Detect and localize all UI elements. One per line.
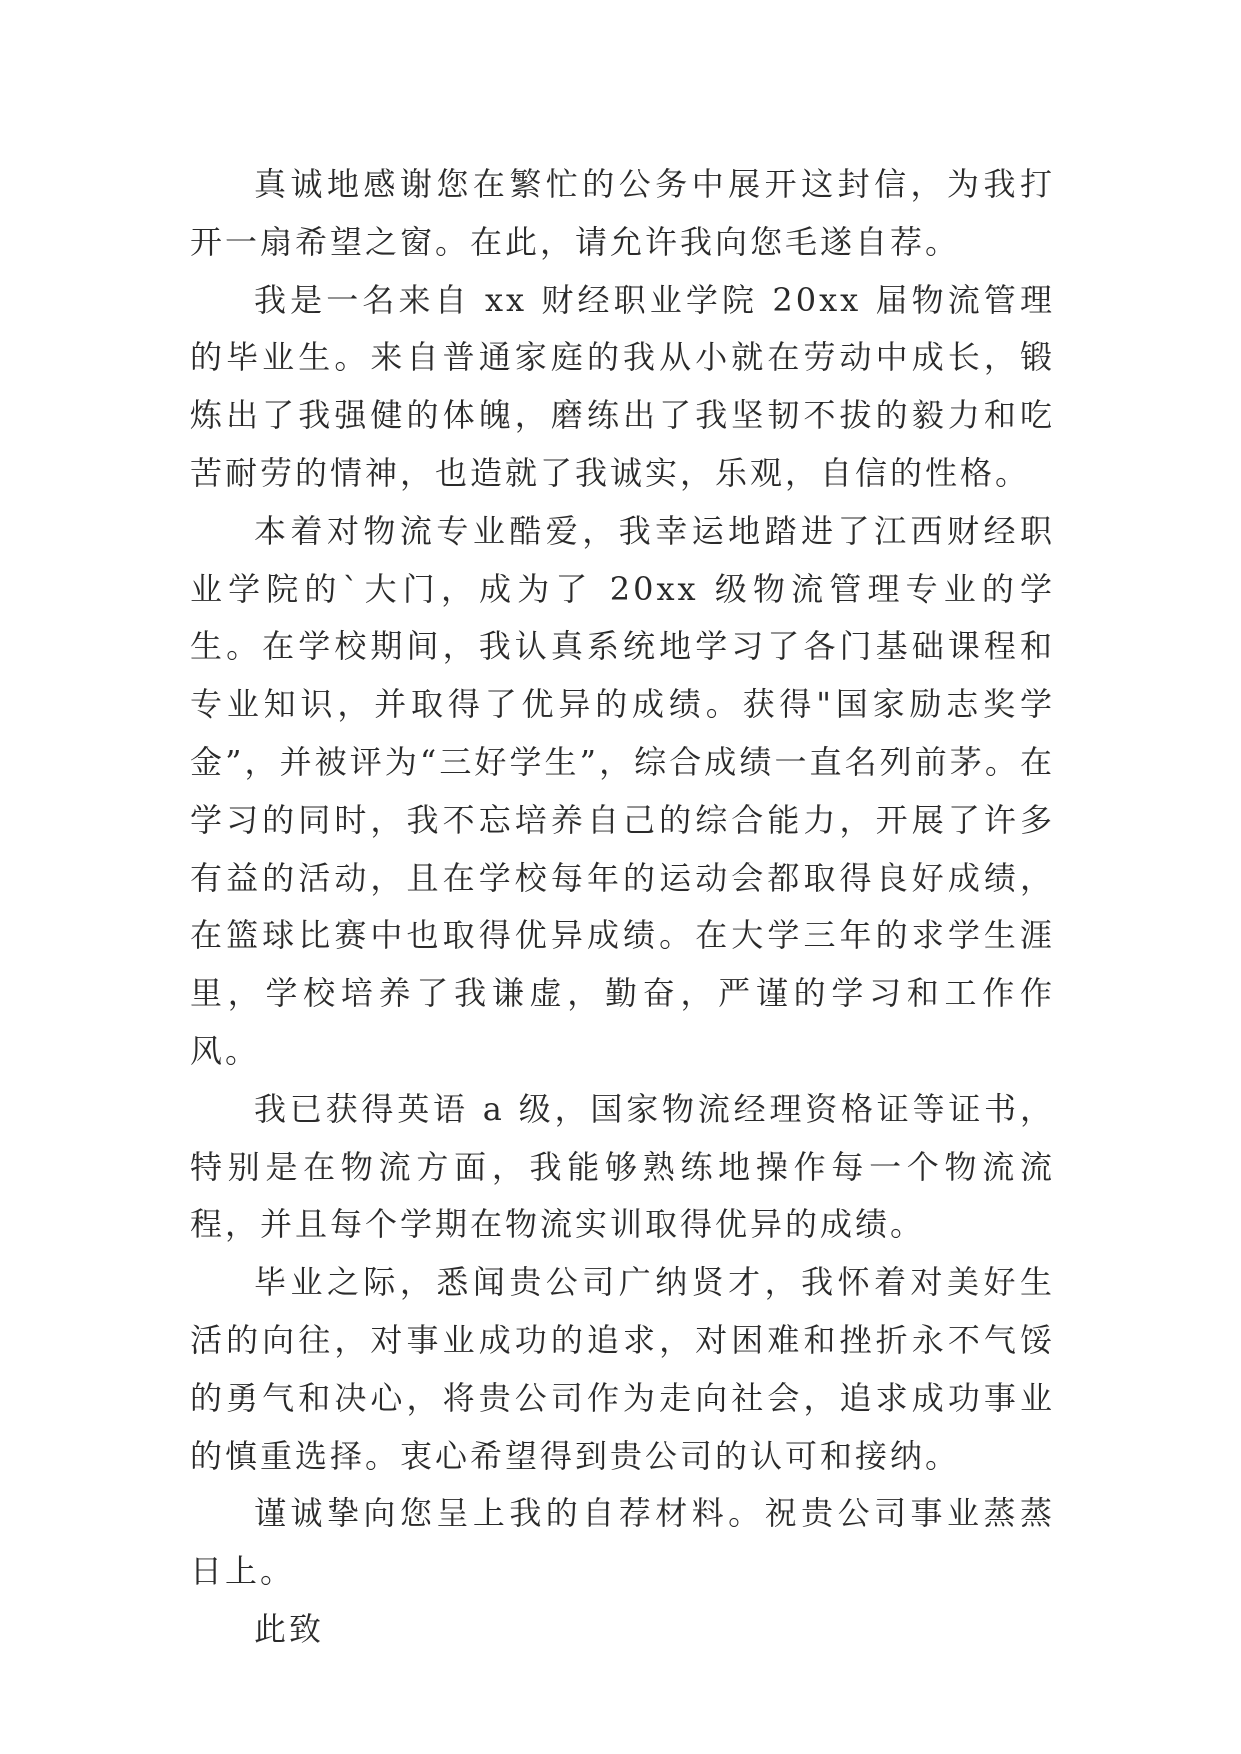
paragraph-salutation: 此致 <box>254 1609 325 1648</box>
paragraph-motivation: 毕业之际，悉闻贵公司广纳贤才，我怀着对美好生活的向往，对事业成功的追求，对困难和挫折永不气馁的勇气和决心，将贵公司作为走向社会，追求成功事业的慎重选择。衷心希望得到贵公司的认可和接纳。 <box>190 1263 1055 1475</box>
paragraph-certificates: 我已获得英语 a 级，国家物流经理资格证等证书，特别是在物流方面，我能够熟练地操作每一个物流流程，并且每个学期在物流实训取得优异的成绩。 <box>190 1089 1055 1244</box>
paragraph-closing: 谨诚挚向您呈上我的自荐材料。祝贵公司事业蒸蒸日上。 <box>190 1494 1055 1591</box>
letter-body <box>190 156 1055 1659</box>
paragraph-education: 本着对物流专业酷爱，我幸运地踏进了江西财经职业学院的`大门，成为了 20xx 级物流管理专业的学生。在学校期间，我认真系统地学习了各门基础课程和专业知识，并取得了优异的成绩。获得"国家励志奖学金”，并被评为“三好学生”，综合成绩一直名列前茅。在学习的同时，我不忘培养自己的综合能力，开展了许多有益的活动，且在学校每年的运动会都取得良好成绩，在篮球比赛中也取得优异成绩。在大学三年的求学生涯里，学校培养了我谦虚，勤奋，严谨的学习和工作作风。 <box>190 511 1055 1070</box>
paragraph-background: 我是一名来自 xx 财经职业学院 20xx 届物流管理的毕业生。来自普通家庭的我从小就在劳动中成长，锻炼出了我强健的体魄，磨练出了我坚韧不拔的毅力和吃苦耐劳的情神，也造就了我诚实，乐观，自信的性格。 <box>190 280 1055 492</box>
paragraph-intro: 真诚地感谢您在繁忙的公务中展开这封信，为我打开一扇希望之窗。在此，请允许我向您毛遂自荐。 <box>190 165 1055 261</box>
